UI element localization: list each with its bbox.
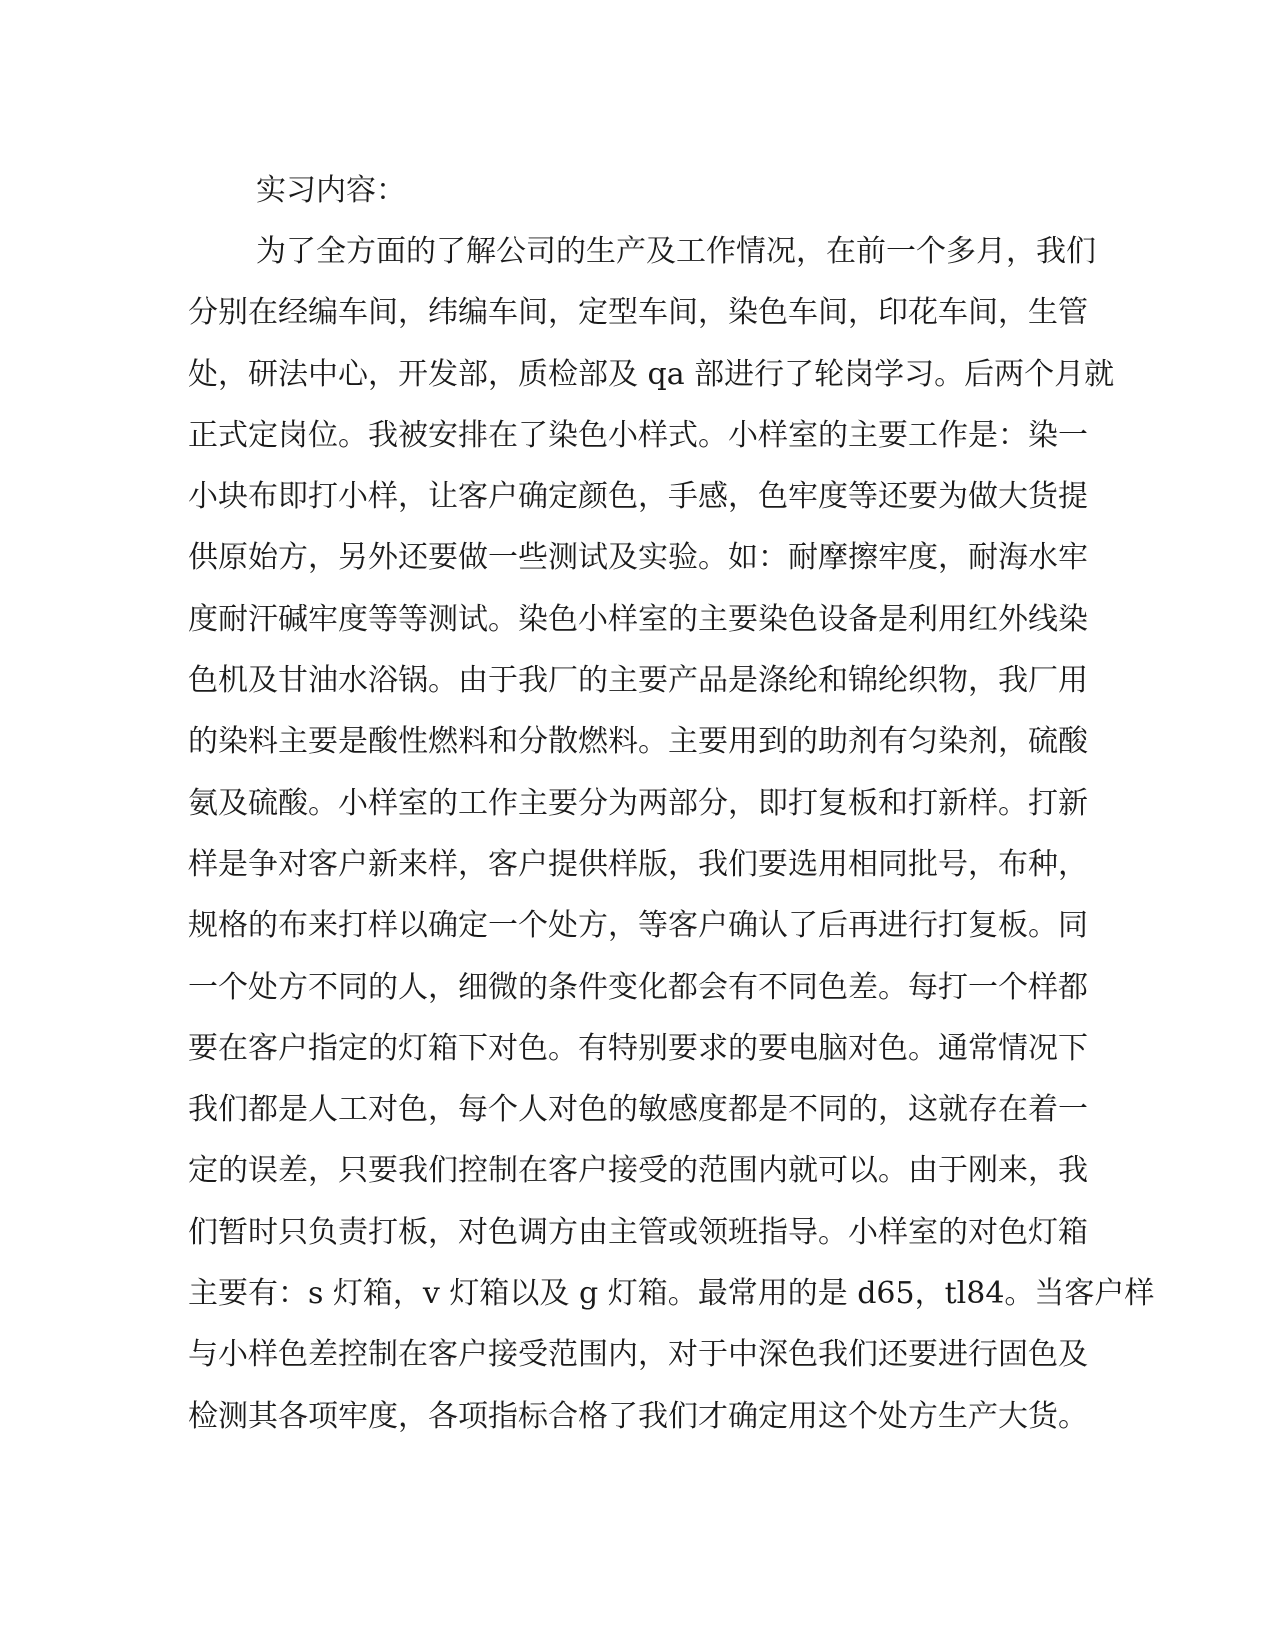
- paragraph-line: 氨及硫酸。小样室的工作主要分为两部分，即打复板和打新样。打新: [188, 785, 1088, 821]
- paragraph-line: 一个处方不同的人，细微的条件变化都会有不同色差。每打一个样都: [188, 969, 1088, 1005]
- paragraph-line: 主要有：s 灯箱，v 灯箱以及 g 灯箱。最常用的是 d65，tl84。当客户样: [188, 1276, 1155, 1312]
- paragraph-line: 我们都是人工对色，每个人对色的敏感度都是不同的，这就存在着一: [188, 1092, 1088, 1128]
- paragraph-line: 与小样色差控制在客户接受范围内，对于中深色我们还要进行固色及: [188, 1337, 1088, 1373]
- paragraph-line: 样是争对客户新来样，客户提供样版，我们要选用相同批号，布种，: [188, 846, 1088, 882]
- paragraph-line: 们暂时只负责打板，对色调方由主管或领班指导。小样室的对色灯箱: [188, 1214, 1088, 1250]
- paragraph-line: 处，研法中心，开发部，质检部及 qa 部进行了轮岗学习。后两个月就: [188, 356, 1115, 392]
- paragraph-line: 供原始方，另外还要做一些测试及实验。如：耐摩擦牢度，耐海水牢: [188, 540, 1088, 576]
- paragraph-line: 定的误差，只要我们控制在客户接受的范围内就可以。由于刚来，我: [188, 1153, 1088, 1189]
- paragraph-line: 要在客户指定的灯箱下对色。有特别要求的要电脑对色。通常情况下: [188, 1030, 1088, 1066]
- paragraph-line: 小块布即打小样，让客户确定颜色，手感，色牢度等还要为做大货提: [188, 479, 1088, 515]
- body-text: [188, 160, 1155, 1447]
- paragraph-line: 色机及甘油水浴锅。由于我厂的主要产品是涤纶和锦纶织物，我厂用: [188, 663, 1088, 699]
- paragraph-line: 规格的布来打样以确定一个处方，等客户确认了后再进行打复板。同: [188, 908, 1088, 944]
- paragraph-line: 检测其各项牢度，各项指标合格了我们才确定用这个处方生产大货。: [188, 1398, 1088, 1434]
- paragraph-line: 为了全方面的了解公司的生产及工作情况，在前一个多月，我们: [256, 234, 1096, 269]
- paragraph-line: 正式定岗位。我被安排在了染色小样式。小样室的主要工作是：染一: [188, 417, 1088, 453]
- paragraph-line: 度耐汗碱牢度等等测试。染色小样室的主要染色设备是利用红外线染: [188, 601, 1088, 637]
- paragraph-line: 的染料主要是酸性燃料和分散燃料。主要用到的助剂有匀染剂，硫酸: [188, 724, 1088, 760]
- paragraph-line: 分别在经编车间，纬编车间，定型车间，染色车间，印花车间，生管: [188, 295, 1088, 331]
- paragraph: [188, 221, 1155, 1447]
- section-heading: 实习内容：: [256, 173, 406, 208]
